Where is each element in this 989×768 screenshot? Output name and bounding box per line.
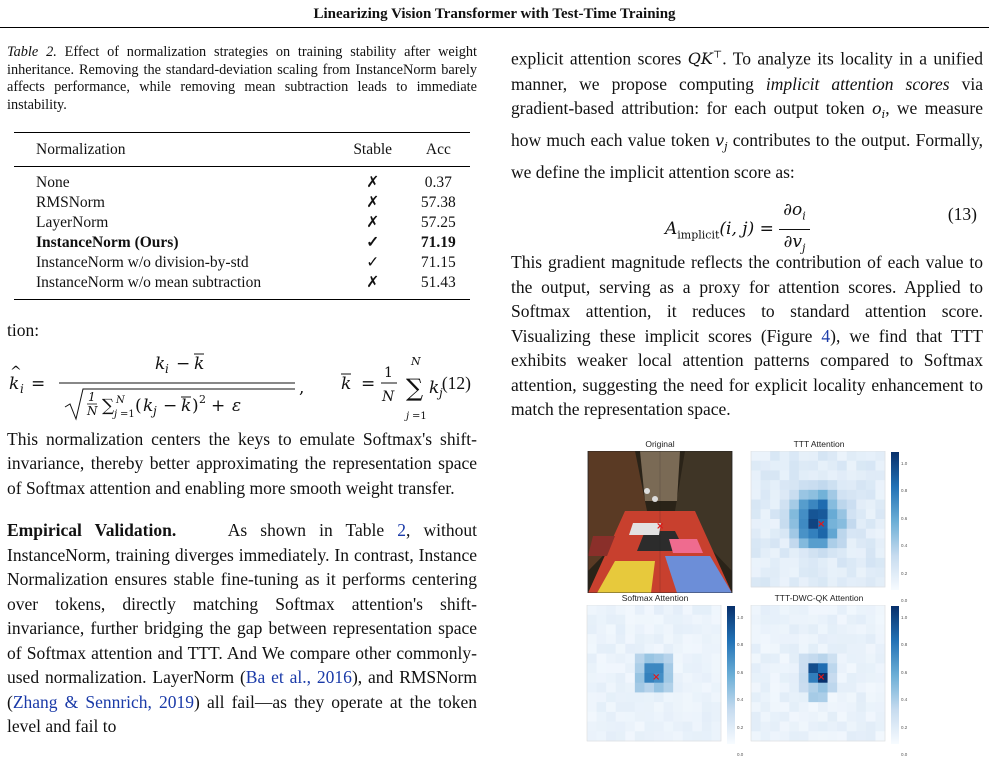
svg-text:j: j: [153, 403, 157, 418]
svg-text:=: =: [31, 373, 46, 394]
svg-text:): ): [192, 395, 199, 416]
panel-original: [585, 440, 735, 594]
table-row: [14, 213, 470, 233]
tick: 1.0: [901, 615, 908, 620]
continued-fragment: tion:: [7, 320, 40, 341]
equation-13: [511, 188, 983, 255]
svg-text:N: N: [382, 388, 395, 405]
paragraph-validation: [7, 518, 477, 739]
tick: 0.2: [737, 724, 744, 730]
tick: 0.0: [901, 752, 908, 758]
equation-13-number: (13): [947, 204, 977, 225]
row-acc: 57.25: [420, 214, 456, 232]
marker-x: ×: [656, 521, 665, 532]
svg-text:N: N: [87, 403, 98, 418]
math-qk: [688, 49, 722, 68]
text: This gradient magnitude reflects the contribution of each value to the output, serving as a proxy for attention scores. Applied to Softmax attention, it reduces to standard attention score. Visualizing these implicit scores (Figure: [511, 252, 983, 346]
svg-text:N: N: [411, 354, 421, 368]
svg-text:j: j: [406, 410, 410, 422]
svg-text:2: 2: [199, 392, 206, 406]
panel-title: TTT Attention: [793, 439, 845, 449]
text: explicit attention scores: [511, 48, 688, 69]
svg-text:k: k: [429, 377, 440, 398]
row-acc: 57.38: [420, 194, 456, 212]
row-acc: 51.43: [407, 273, 470, 300]
header-rule: [0, 27, 989, 28]
tick: 0.2: [901, 570, 908, 576]
math-vj: [715, 131, 728, 154]
equation-13-body: [665, 198, 810, 261]
row-acc: 71.15: [420, 254, 456, 272]
eq13-numerator: [779, 198, 810, 229]
math-oi: [872, 99, 886, 122]
panel-title: Original: [645, 439, 675, 449]
paragraph-implicit-attention: [511, 44, 983, 184]
table-caption: [7, 44, 477, 114]
colorbar: [727, 606, 735, 744]
paragraph-normalization: This normalization centers the keys to emulate Softmax's shift-invariance, thereby better approximating the representation space of Softmax attention and enabling more smooth weight transfer.: [7, 428, 477, 498]
row-stable: ✗: [366, 194, 380, 212]
svg-text:(: (: [135, 395, 142, 416]
table-caption-text: Effect of normalization strategies on training stability after weight inheritance. Removing the standard-deviation scaling from InstanceNorm barely affects performance, while removing mean subtraction leads to immediate instability.: [7, 44, 477, 113]
svg-text:j: j: [439, 385, 443, 400]
equation-12-graphic: [7, 343, 427, 427]
svg-text:=1: =1: [412, 410, 427, 422]
eq13-den-text: ∂v: [783, 232, 803, 253]
math-vj-sub: j: [724, 140, 728, 154]
header-normalization: Normalization: [14, 133, 339, 167]
svg-text:^: ^: [10, 363, 22, 380]
left-column: [7, 44, 477, 739]
tick: 0.0: [901, 598, 908, 604]
running-header: Linearizing Vision Transformer with Test-Time Training: [313, 6, 676, 22]
equation-12-number: (12): [441, 372, 471, 393]
svg-text:=: =: [361, 373, 376, 394]
svg-text:N: N: [116, 394, 125, 406]
svg-text:1: 1: [88, 389, 96, 404]
row-stable: ✗: [339, 273, 407, 300]
paragraph-visualization: [511, 250, 983, 422]
math-qk-text: QK: [687, 49, 713, 69]
header-stable: Stable: [339, 133, 407, 167]
tick: 0.8: [901, 642, 908, 648]
svg-text:,: ,: [299, 377, 305, 398]
validation-text-b: , without InstanceNorm, training diverges immediately. In contrast, Instance Normalization ensures stable fine-tuning as it performs centering over tokens, directly matching Softmax attention's shift-invariance, further bridging the gap between representation space of Softmax attention and TTT. And We compare other commonly-used normalization. LayerNorm (: [7, 520, 477, 688]
header-acc: Acc: [407, 133, 470, 167]
svg-text:−: −: [163, 395, 178, 416]
tick: 0.6: [901, 669, 908, 675]
math-oi-text: o: [872, 99, 882, 119]
svg-text:i: i: [20, 381, 24, 396]
row-acc: 71.19: [420, 234, 456, 252]
svg-text:k: k: [9, 373, 20, 394]
row-stable: ✗: [366, 214, 380, 232]
tick: 1.0: [901, 461, 908, 466]
math-oi-sub: i: [881, 108, 886, 122]
tick: 0.8: [737, 642, 744, 648]
svg-text:i: i: [165, 361, 169, 376]
row-name: InstanceNorm w/o mean subtraction: [14, 273, 339, 300]
eq13-denominator: [779, 229, 810, 261]
eq13-num-sub: i: [802, 209, 806, 223]
tick: 0.6: [901, 515, 908, 521]
colorbar-ticks: [901, 604, 907, 768]
tick: 0.2: [901, 724, 908, 730]
tick: 0.4: [737, 697, 744, 703]
row-name: InstanceNorm (Ours): [36, 234, 179, 252]
marker-x: ×: [652, 672, 661, 683]
text: ), we find that TTT exhibits weaker local attention patterns compared to Softmax attention, suggesting the need for explicit locality enhancement to match the representation space.: [511, 325, 983, 420]
table-caption-label: Table 2.: [7, 44, 57, 60]
text: contributes to the output. Formally, we define the implicit attention score as:: [511, 130, 983, 182]
svg-text:k: k: [181, 395, 192, 416]
table-row: [14, 253, 470, 273]
math-vj-text: v: [715, 131, 725, 151]
table-row: [14, 167, 470, 194]
row-stable: ✓: [366, 234, 380, 252]
citation-zhang-link[interactable]: Zhang & Sennrich, 2019: [12, 691, 195, 712]
tick: 0.0: [737, 752, 744, 758]
svg-text:−: −: [176, 353, 191, 374]
table-header-row: [14, 133, 470, 167]
svg-text:∑: ∑: [102, 395, 115, 416]
tick: 0.4: [901, 543, 908, 549]
svg-text:k: k: [194, 353, 205, 374]
marker-x: ×: [817, 519, 826, 530]
eq13-num-text: ∂o: [783, 200, 803, 221]
svg-text:k: k: [143, 395, 154, 416]
eq13-args: (i, j) =: [719, 219, 774, 240]
panel-title: Softmax Attention: [621, 593, 689, 603]
validation-text-d: ) all fail—as they operate at the token level and fail to: [7, 691, 477, 737]
table-row-highlight: [14, 233, 470, 253]
emphasis-implicit-scores: implicit attention scores: [765, 73, 950, 94]
colorbar-ticks: [737, 604, 743, 768]
svg-text:+: +: [211, 395, 226, 416]
panel-title: TTT-DWC-QK Attention: [774, 593, 864, 603]
marker-x: ×: [817, 672, 826, 683]
row-stable: ✓: [366, 254, 380, 272]
text: via gradient-based attribution: for each output token: [511, 73, 983, 119]
eq13-lhs: A: [665, 219, 678, 240]
row-name: RMSNorm: [36, 194, 105, 212]
tick: 1.0: [737, 615, 744, 620]
panel-ttt-dwc-qk-attention: [749, 593, 911, 758]
row-name: LayerNorm: [36, 214, 109, 232]
validation-heading: Empirical Validation.: [7, 520, 177, 541]
tick: 0.8: [901, 488, 908, 494]
svg-text:∑: ∑: [406, 373, 424, 402]
attention-figure: [585, 439, 911, 758]
panel-softmax-attention: [585, 593, 747, 758]
svg-text:=1: =1: [120, 408, 135, 420]
svg-text:k: k: [341, 373, 352, 394]
text: . To analyze its locality in a unified manner, we propose computing: [511, 48, 983, 94]
svg-text:1: 1: [384, 364, 393, 381]
table-row: [14, 273, 470, 300]
table-row: [14, 193, 470, 213]
row-acc: 0.37: [424, 174, 452, 192]
tick: 0.4: [901, 697, 908, 703]
math-qk-sup: ⊤: [712, 50, 723, 61]
row-name: None: [36, 174, 70, 192]
colorbar: [891, 606, 899, 744]
svg-text:k: k: [155, 353, 166, 374]
table-ref-link[interactable]: 2: [397, 520, 407, 541]
tick: 0.6: [737, 669, 744, 675]
text: , we measure how much each value token: [511, 98, 983, 151]
normalization-table: [14, 132, 470, 300]
svg-text:j: j: [114, 408, 118, 420]
right-column: [511, 44, 983, 422]
citation-ba-link[interactable]: Ba et al., 2016: [245, 667, 352, 688]
row-stable: ✗: [366, 174, 380, 192]
svg-text:ε: ε: [232, 395, 242, 416]
colorbar: [891, 452, 899, 590]
row-name: InstanceNorm w/o division-by-std: [36, 254, 249, 272]
colorbar-ticks: [901, 450, 907, 614]
figure-ref-link[interactable]: 4: [821, 325, 831, 346]
equation-12: [7, 343, 477, 427]
validation-text-a: As shown in Table: [227, 520, 398, 541]
validation-text-c: ), and RMSNorm (: [7, 667, 477, 712]
eq13-fraction: [779, 198, 810, 261]
eq13-sub: implicit: [677, 228, 720, 242]
eq13-den-sub: j: [802, 241, 806, 255]
